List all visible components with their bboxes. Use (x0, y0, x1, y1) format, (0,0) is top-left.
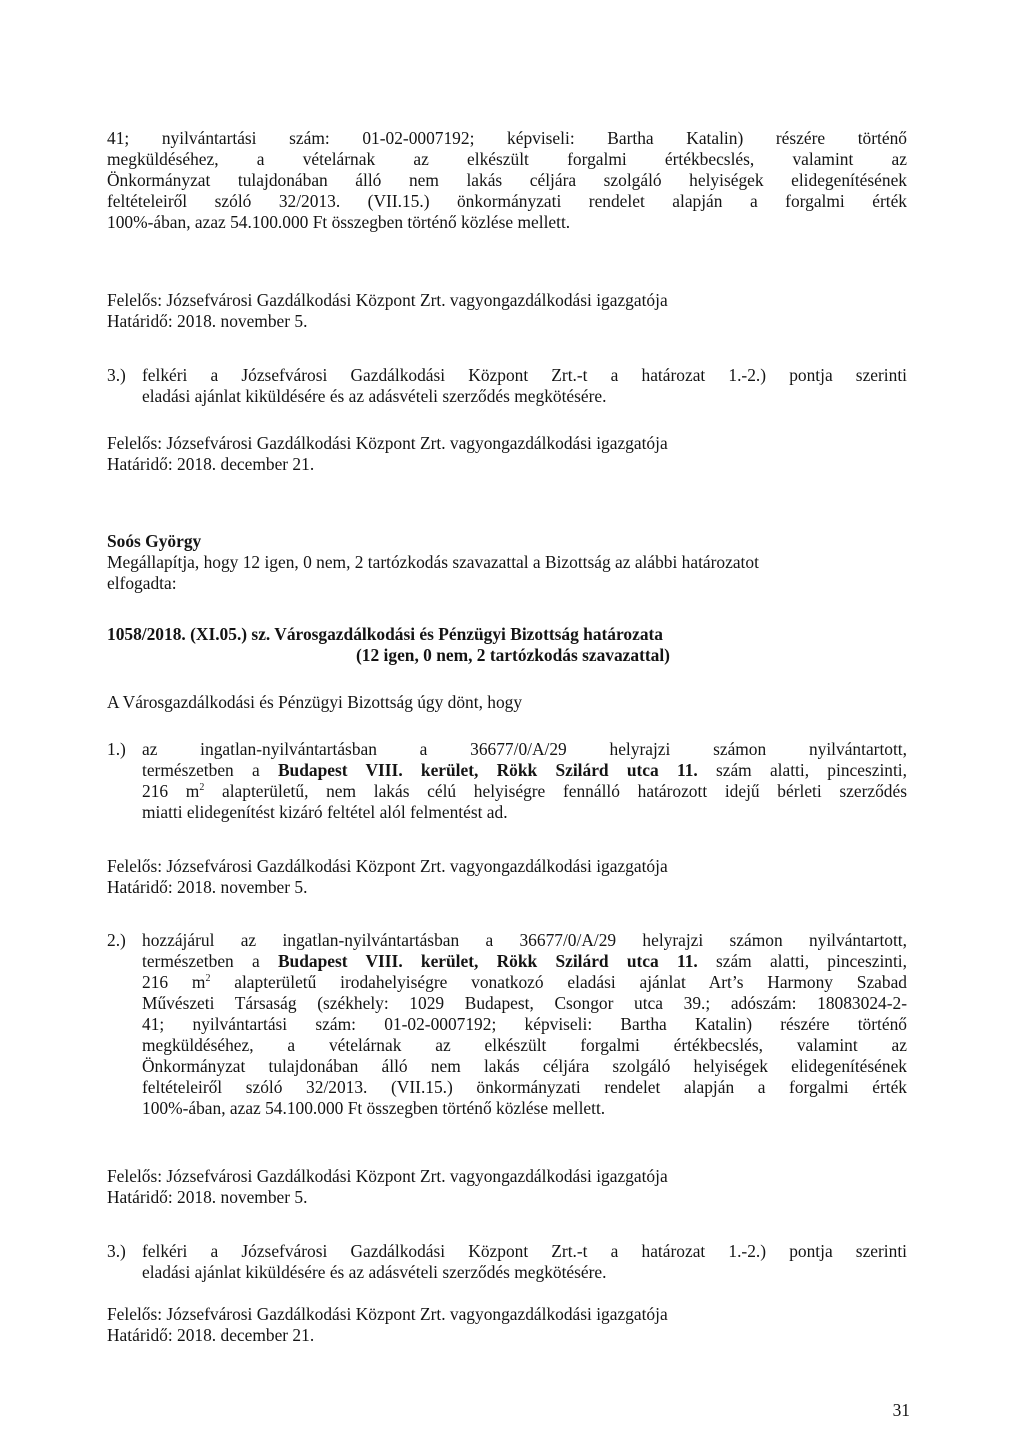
paragraph-line: eladási ajánlat kiküldésére és az adásvételi szerződés megkötésére. (142, 1262, 607, 1282)
deadline-line: Határidő: 2018. november 5. (107, 877, 308, 897)
paragraph-line: természetben a Budapest VIII. kerület, Rökk Szilárd utca 11. szám alatti, pinceszinti, (142, 951, 907, 971)
paragraph-line: 100%-ában, azaz 54.100.000 Ft összegben történő közlése mellett. (107, 212, 571, 232)
paragraph-line: Művészeti Társaság (székhely: 1029 Budapest, Csongor utca 39.; adószám: 18083024-2- (142, 993, 907, 1013)
paragraph-line: eladási ajánlat kiküldésére és az adásvételi szerződés megkötésére. (142, 386, 607, 406)
paragraph-line: megküldéséhez, a vételárnak az elkészült forgalmi értékbecslés, valamint az (142, 1035, 907, 1055)
continuation-paragraph (107, 128, 907, 233)
paragraph-line: 100%-ában, azaz 54.100.000 Ft összegben történő közlése mellett. (142, 1098, 606, 1118)
responsibility-block (107, 856, 907, 898)
paragraph-line: feltételeiről szóló 32/2013. (VII.15.) önkormányzati rendelet alapján a forgalmi érték (142, 1077, 907, 1097)
responsible-line: Felelős: Józsefvárosi Gazdálkodási Központ Zrt. vagyongazdálkodási igazgatója (107, 433, 668, 453)
point-number: 2.) (107, 930, 126, 950)
point-text (142, 930, 907, 1119)
point-number: 3.) (107, 1241, 126, 1261)
speaker-statement: Megállapítja, hogy 12 igen, 0 nem, 2 tartózkodás szavazattal a Bizottság az alábbi határozatot (107, 552, 759, 572)
responsible-line: Felelős: Józsefvárosi Gazdálkodási Központ Zrt. vagyongazdálkodási igazgatója (107, 290, 668, 310)
responsibility-block (107, 1304, 907, 1346)
paragraph-line: természetben a Budapest VIII. kerület, Rökk Szilárd utca 11. szám alatti, pinceszinti, (142, 760, 907, 780)
responsible-line: Felelős: Józsefvárosi Gazdálkodási Központ Zrt. vagyongazdálkodási igazgatója (107, 1166, 668, 1186)
resolution-vote-line: (12 igen, 0 nem, 2 tartózkodás szavazattal) (356, 645, 670, 665)
point-number: 1.) (107, 739, 126, 759)
paragraph-line: Önkormányzat tulajdonában álló nem lakás céljára szolgáló helyiségek elidegenítésének (142, 1056, 907, 1076)
paragraph-line: 216 $m^2$ alapterületű irodahelyiségre vonatkozó eladási ajánlat Art’s Harmony Szabad (142, 972, 907, 992)
point-text (142, 1241, 907, 1283)
resolution-title-line: 1058/2018. (XI.05.) sz. Városgazdálkodási és Pénzügyi Bizottság határozata (107, 624, 664, 644)
responsibility-block (107, 290, 907, 332)
paragraph-line: hozzájárul az ingatlan-nyilvántartásban a 36677/0/A/29 helyrajzi számon nyilvántartott, (142, 930, 907, 950)
resolution-title (107, 624, 907, 666)
page-number: 31 (892, 1400, 910, 1420)
paragraph-line: feltételeiről szóló 32/2013. (VII.15.) önkormányzati rendelet alapján a forgalmi érték (107, 191, 907, 211)
resolution-intro: A Városgazdálkodási és Pénzügyi Bizottság úgy dönt, hogy (107, 692, 523, 712)
paragraph-line: 41; nyilvántartási szám: 01-02-0007192; képviseli: Bartha Katalin) részére történő (107, 128, 907, 148)
speaker-name: Soós György (107, 531, 202, 551)
point-text (142, 739, 907, 823)
deadline-line: Határidő: 2018. november 5. (107, 1187, 308, 1207)
point-number: 3.) (107, 365, 126, 385)
deadline-line: Határidő: 2018. december 21. (107, 1325, 315, 1345)
speaker-block (107, 531, 907, 594)
paragraph-line: az ingatlan-nyilvántartásban a 36677/0/A/29 helyrajzi számon nyilvántartott, (142, 739, 907, 759)
responsible-line: Felelős: Józsefvárosi Gazdálkodási Központ Zrt. vagyongazdálkodási igazgatója (107, 1304, 668, 1324)
responsibility-block (107, 433, 907, 475)
responsible-line: Felelős: Józsefvárosi Gazdálkodási Központ Zrt. vagyongazdálkodási igazgatója (107, 856, 668, 876)
paragraph-line: 216 $m^2$ alapterületű, nem lakás célú helyiségre fennálló határozott idejű bérleti szerződés (142, 781, 907, 801)
address-bold: Budapest VIII. kerület, Rökk Szilárd utca 11. (277, 951, 698, 971)
paragraph-line: 41; nyilvántartási szám: 01-02-0007192; képviseli: Bartha Katalin) részére történő (142, 1014, 907, 1034)
speaker-statement: elfogadta: (107, 573, 177, 593)
paragraph-line: felkéri a Józsefvárosi Gazdálkodási Központ Zrt.-t a határozat 1.-2.) pontja szerinti (142, 365, 907, 385)
paragraph-line: megküldéséhez, a vételárnak az elkészült forgalmi értékbecslés, valamint az (107, 149, 907, 169)
deadline-line: Határidő: 2018. december 21. (107, 454, 315, 474)
responsibility-block (107, 1166, 907, 1208)
paragraph-line: miatti elidegenítést kizáró feltétel alól felmentést ad. (142, 802, 508, 822)
point-text (142, 365, 907, 407)
paragraph-line: felkéri a Józsefvárosi Gazdálkodási Központ Zrt.-t a határozat 1.-2.) pontja szerinti (142, 1241, 907, 1261)
paragraph-line: Önkormányzat tulajdonában álló nem lakás céljára szolgáló helyiségek elidegenítésének (107, 170, 907, 190)
address-bold: Budapest VIII. kerület, Rökk Szilárd utca 11. (277, 760, 698, 780)
deadline-line: Határidő: 2018. november 5. (107, 311, 308, 331)
